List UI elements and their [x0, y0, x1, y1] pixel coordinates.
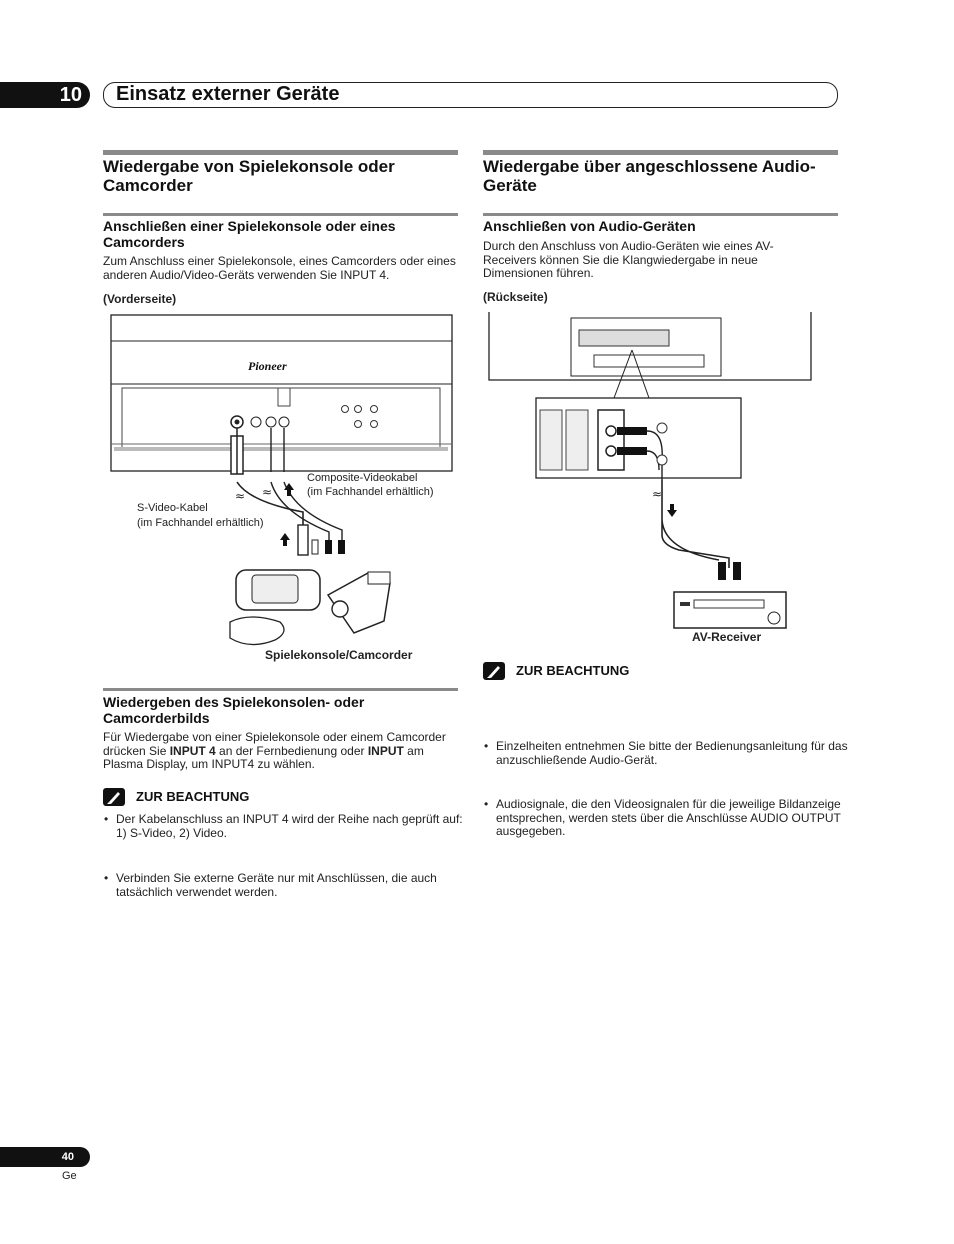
svg-text:≈: ≈: [262, 485, 273, 499]
caption-game-camcorder: Spielekonsole/Camcorder: [265, 648, 413, 662]
paragraph-connect: Zum Anschluss einer Spielekonsole, eines Camcorders oder eines anderen Audio/Video-Geräts verwenden Sie INPUT 4.: [103, 254, 456, 282]
caption-av-receiver: AV-Receiver: [692, 630, 762, 644]
chapter-title: Einsatz externer Geräte: [116, 83, 340, 105]
section-title-game: Wiedergabe von Spielekonsole oder Camcorder: [103, 157, 395, 195]
label-svideo-line1: S-Video-Kabel: [137, 502, 208, 514]
camcorder-icon: [328, 572, 390, 633]
av-receiver-icon: [674, 592, 786, 628]
svg-text:≈: ≈: [235, 489, 246, 503]
page-language: Ge: [62, 1170, 77, 1182]
note-title-right: ZUR BEACHTUNG: [516, 663, 630, 678]
note-item-left-1: • Der Kabelanschluss an INPUT 4 wird der Reihe nach geprüft auf: 1) S-Video, 2) Video.: [104, 813, 468, 840]
subsection-rule: [103, 213, 458, 216]
subsection-rule: [103, 688, 458, 691]
paragraph-playback: Für Wiedergabe von einer Spielekonsole oder einem Camcorder drücken Sie INPUT 4 an der Fernbedienung oder INPUT am Plasma Display, um INPUT4 zu wählen.: [103, 730, 446, 771]
figure-label-rear: (Rückseite): [483, 290, 548, 304]
section-rule: [483, 150, 838, 155]
note-pencil-icon: [483, 662, 505, 680]
note-item-right-1: • Einzelheiten entnehmen Sie bitte der Bedienungsanleitung für das anzuschließende Audio-Gerät.: [484, 740, 848, 767]
subsection-title-audio-connect: Anschließen von Audio-Geräten: [483, 218, 696, 234]
subsection-rule: [483, 213, 838, 216]
subsection-title-playback: Wiedergeben des Spielekonsolen- oder Camcorderbilds: [103, 694, 365, 726]
note-item-left-2: • Verbinden Sie externe Geräte nur mit Anschlüssen, die auch tatsächlich verwendet werden.: [104, 872, 468, 899]
svg-text:≈: ≈: [652, 487, 663, 501]
note-title-left: ZUR BEACHTUNG: [136, 789, 250, 804]
label-composite-line1: Composite-Videokabel: [307, 472, 418, 484]
section-rule: [103, 150, 458, 155]
figure-label-front: (Vorderseite): [103, 292, 177, 306]
label-svideo-line2: (im Fachhandel erhältlich): [137, 517, 264, 529]
game-console-icon: [230, 570, 320, 645]
label-composite-line2: (im Fachhandel erhältlich): [307, 486, 434, 498]
paragraph-audio-connect: Durch den Anschluss von Audio-Geräten wie eines AV-Receivers können Sie die Klangwiedergabe in neue Dimensionen führen.: [483, 239, 774, 280]
note-item-right-2: • Audiosignale, die den Videosignalen für die jeweilige Bildanzeige entsprechen, werden stets über die Anschlüsse AUDIO OUTPUT ausgegeben.: [484, 798, 848, 839]
rear-panel-diagram: [484, 310, 814, 632]
subsection-title-connect: Anschließen einer Spielekonsole oder eines Camcorders: [103, 218, 396, 250]
chapter-number-badge: 10: [0, 82, 90, 108]
section-title-audio: Wiedergabe über angeschlossene Audio-Geräte: [483, 157, 816, 195]
note-pencil-icon: [103, 788, 125, 806]
brand-logo: Pioneer: [248, 359, 287, 373]
page-number: 40: [0, 1147, 90, 1167]
